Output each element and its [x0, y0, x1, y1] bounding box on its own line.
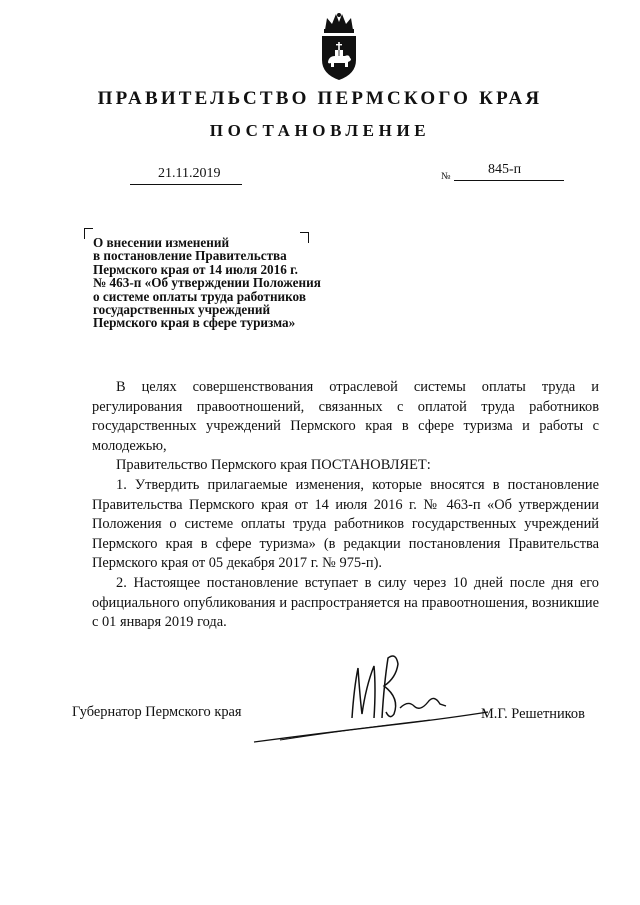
subject-line: о системе оплаты труда работников: [93, 288, 306, 304]
subject-line: государственных учреждений: [93, 302, 271, 318]
subject-line: Пермского края от 14 июля 2016 г.: [93, 261, 298, 277]
document-body: [92, 378, 599, 633]
signer-name: М.Г. Решетников: [481, 706, 585, 722]
document-subject: [93, 236, 393, 330]
subject-line: в постановление Правительства: [93, 248, 287, 264]
perm-krai-coat-of-arms-icon: [317, 12, 361, 82]
item-2-paragraph: 2. Настоящее постановление вступает в силу через 10 дней после дня его официального опубликования и распространяется на правоотношения, возникшие с 01 января 2019 года.: [92, 574, 599, 631]
document-number: 845-п: [488, 162, 522, 177]
document-date: 21.11.2019: [158, 166, 221, 181]
subject-line: № 463-п «Об утверждении Положения: [93, 275, 321, 291]
handwritten-signature-icon: [250, 648, 490, 748]
subject-corner-left: [84, 228, 93, 239]
preamble-paragraph: В целях совершенствования отраслевой системы оплаты труда и регулирования правоотношений, связанных с оплатой труда работников государственных учреждений Пермского края в сфере туризма и работы с молодежью,: [92, 379, 599, 454]
item-1-paragraph: 1. Утвердить прилагаемые изменения, которые вносятся в постановление Правительства Пермского края от 14 июля 2016 г. № 463-п «Об утверждении Положения о системе оплаты труда работников государственных учреждений Пермского края в сфере туризма» (в редакции постановления Правительства Пермского края от 05 декабря 2017 г. № 975-п).: [92, 476, 599, 572]
document-type-title: ПОСТАНОВЛЕНИЕ: [209, 121, 431, 140]
subject-line: О внесении изменений: [93, 235, 230, 250]
subject-line: Пермского края в сфере туризма»: [93, 315, 296, 331]
resolution-paragraph: Правительство Пермского края ПОСТАНОВЛЯЕТ:: [116, 457, 431, 474]
organization-title: ПРАВИТЕЛЬСТВО ПЕРМСКОГО КРАЯ: [97, 88, 543, 109]
signer-title: Губернатор Пермского края: [72, 704, 242, 720]
number-sign: №: [441, 171, 451, 182]
